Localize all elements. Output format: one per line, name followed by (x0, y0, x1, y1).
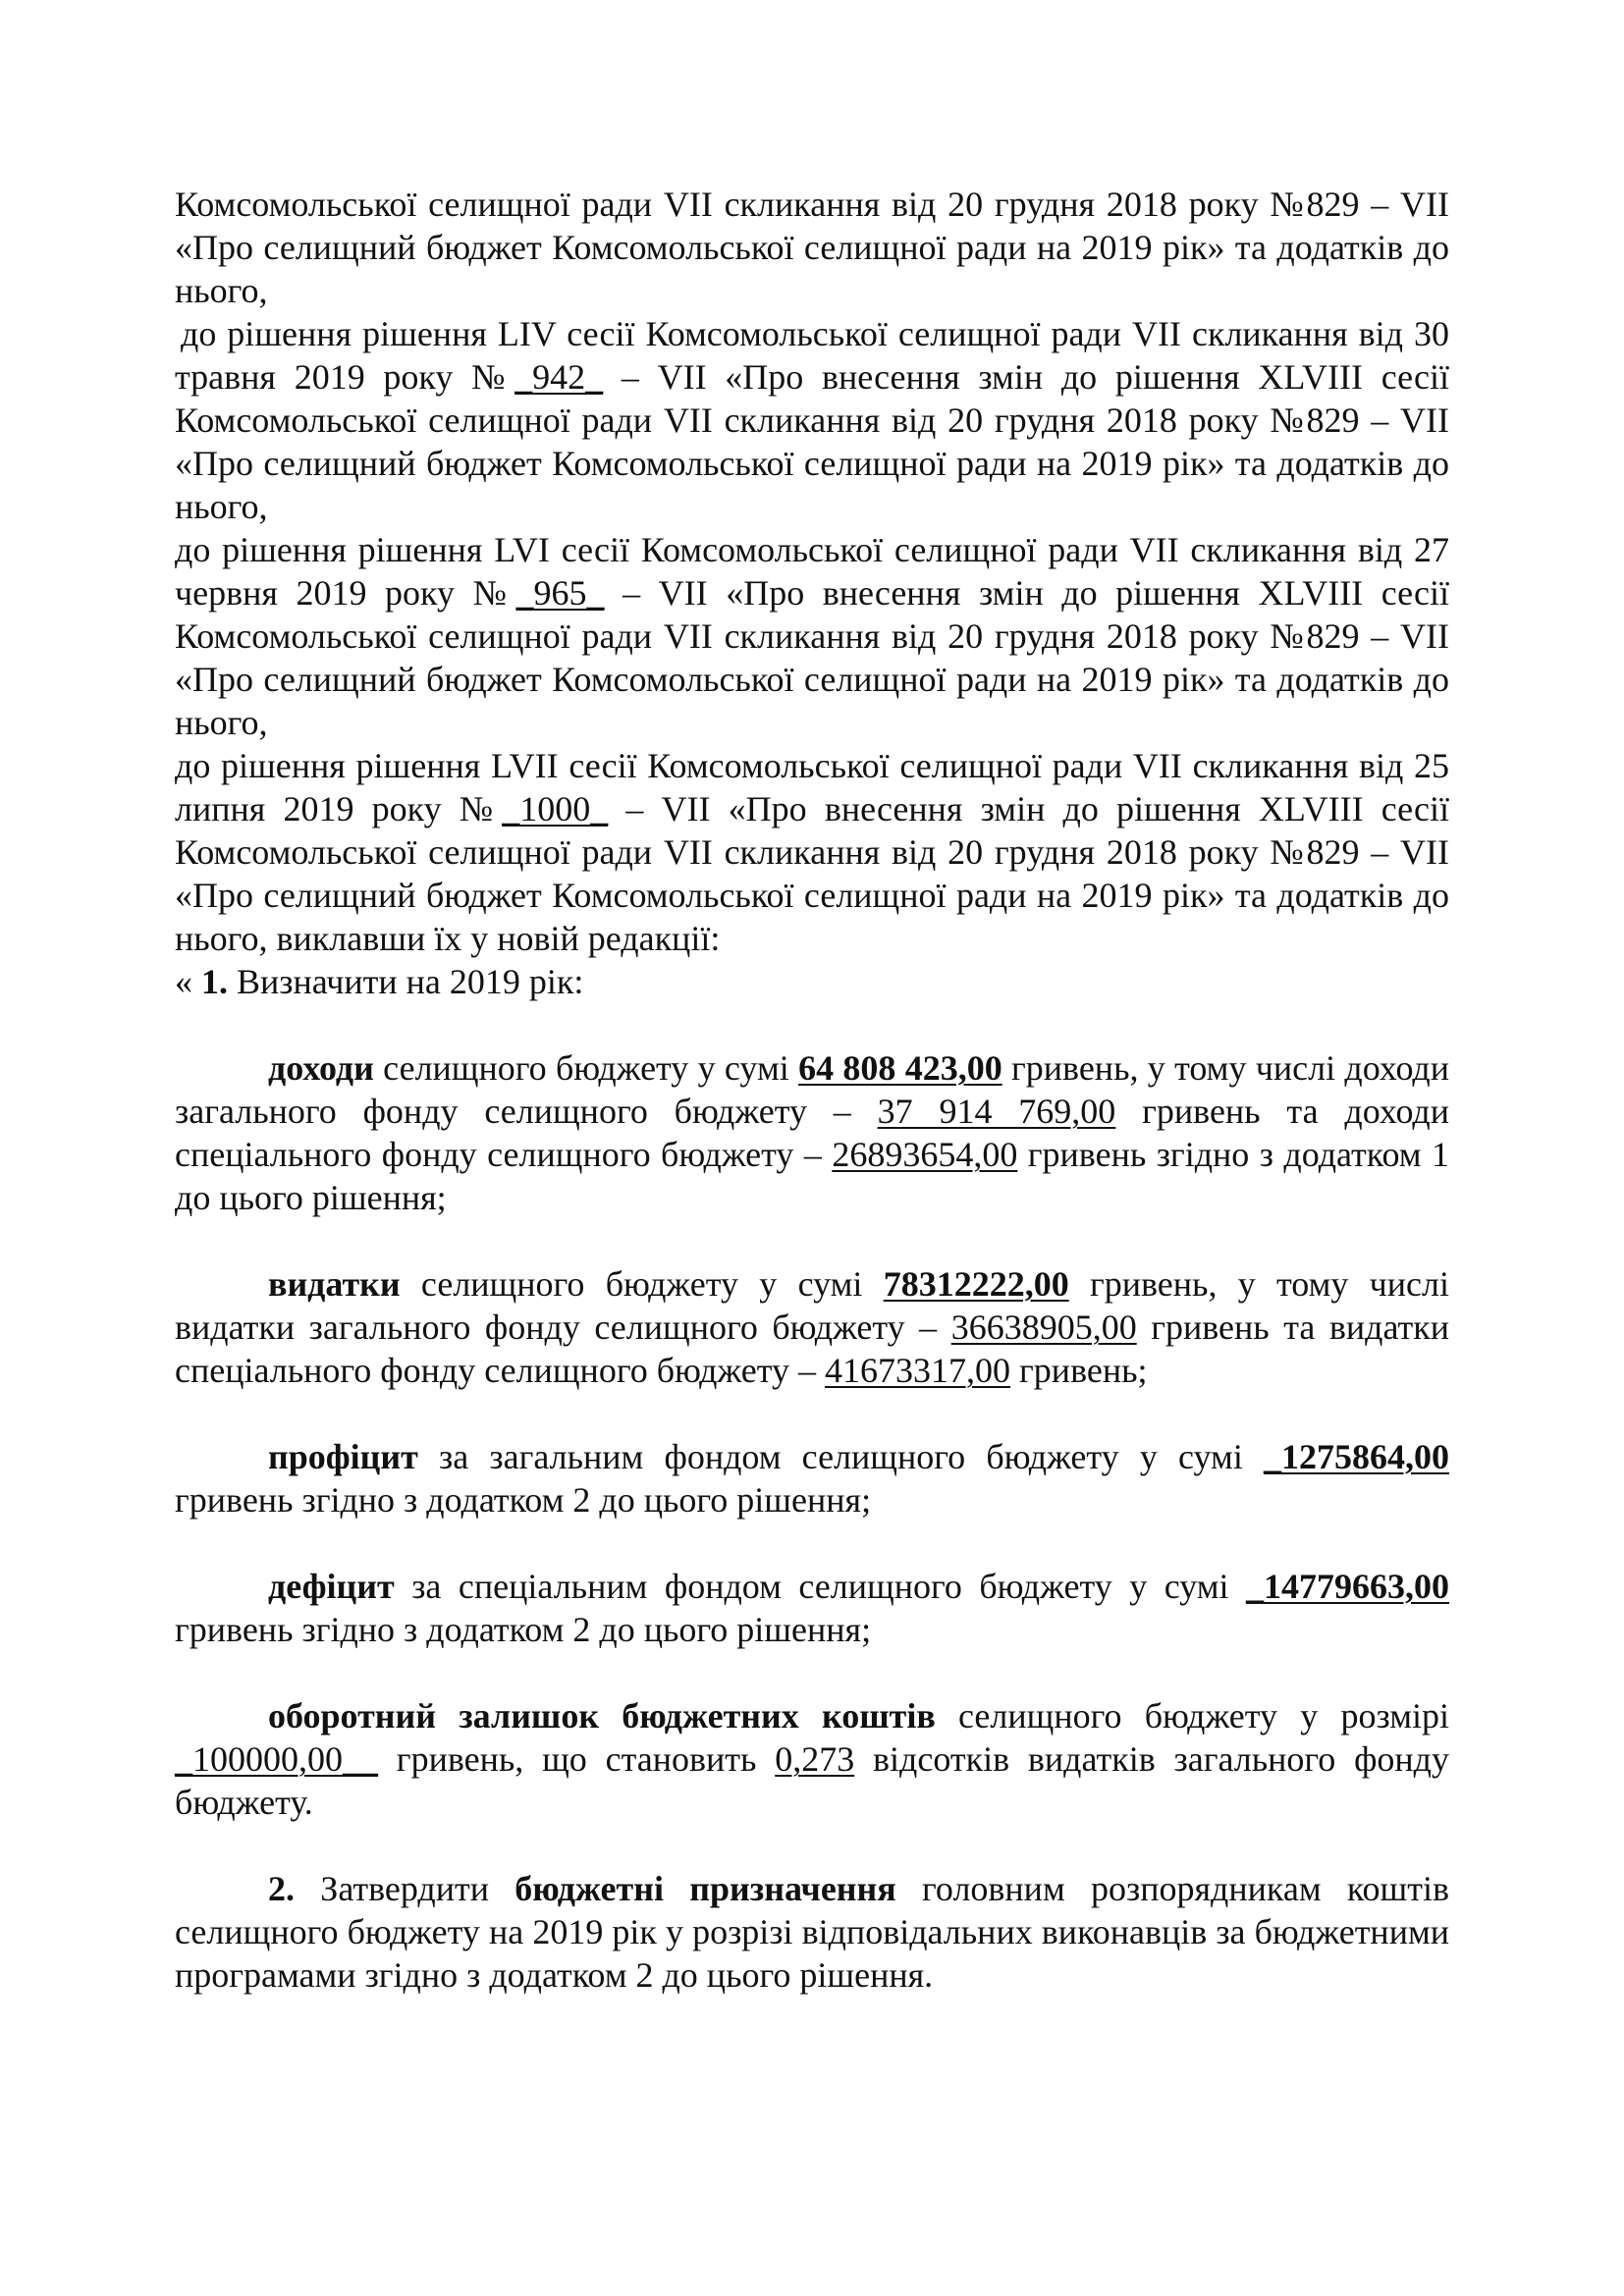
reference-text: до рішення рішення LIV сесії Комсомольської селищної ради VII скликання від 30 травня 2019 року № (175, 314, 1449, 397)
expenses-special-fund: 41673317,00 (825, 1351, 1011, 1390)
quote-mark: « (175, 962, 201, 1001)
surplus-term: профіцит (268, 1437, 418, 1476)
deficit-paragraph (175, 1565, 1449, 1651)
item-text: Визначити на 2019 рік: (228, 962, 584, 1001)
budget-assignments-term: бюджетні призначення (514, 1869, 896, 1908)
expenses-text: гривень та видатки спеціального фонду селищного бюджету – (175, 1308, 1449, 1390)
income-term: доходи (268, 1048, 374, 1088)
document-body (175, 183, 1449, 1997)
item-2-text: головним розпорядникам коштів селищного бюджету на 2019 рік у розрізі відповідальних виконавців за бюджетними програмами згідно з додатком 2 до цього рішення. (175, 1869, 1449, 1995)
expenses-text: селищного бюджету у сумі (400, 1264, 884, 1304)
reference-text: Комсомольської селищної ради VII скликання від 20 грудня 2018 року №829 – VII «Про селищний бюджет Комсомольської селищної ради на 2019 рік» та додатків до нього, (175, 185, 1449, 310)
decision-number: _942_ (514, 357, 604, 397)
deficit-amount: _14779663,00 (1246, 1567, 1449, 1606)
expenses-term: видатки (268, 1264, 401, 1304)
reference-paragraph-1 (175, 183, 1449, 312)
income-paragraph (175, 1046, 1449, 1219)
reserve-amount: _100000,00__ (175, 1739, 378, 1779)
item-1-heading (175, 960, 1449, 1003)
expenses-paragraph (175, 1262, 1449, 1392)
reserve-paragraph (175, 1694, 1449, 1824)
income-special-fund: 26893654,00 (832, 1135, 1018, 1174)
item-number: 1. (201, 962, 228, 1001)
item-2-paragraph (175, 1867, 1449, 1997)
deficit-text: за спеціальним фондом селищного бюджету у сумі (394, 1567, 1246, 1606)
deficit-term: дефіцит (268, 1567, 395, 1606)
expenses-text: гривень, у тому числі видатки загального фонду селищного бюджету – (175, 1264, 1449, 1347)
decision-number: _1000_ (502, 789, 609, 828)
reference-text: – VII «Про внесення змін до рішення XLVIII сесії Комсомольської селищної ради VII скликання від 20 грудня 2018 року №829 – VII «Про селищний бюджет Комсомольської селищної ради на 2019 рік» та додатків до нього, виклавши їх у новій редакції: (175, 789, 1449, 958)
item-2-text: Затвердити (295, 1869, 515, 1908)
decision-number: _965_ (515, 573, 605, 613)
deficit-text: гривень згідно з додатком 2 до цього рішення; (175, 1610, 872, 1649)
expenses-total: 78312222,00 (883, 1264, 1069, 1304)
reference-text: – VII «Про внесення змін до рішення XLVIII сесії Комсомольської селищної ради VII скликання від 20 грудня 2018 року №829 – VII «Про селищний бюджет Комсомольської селищної ради на 2019 рік» та додатків до нього, (175, 573, 1450, 742)
income-text: селищного бюджету у сумі (373, 1048, 799, 1088)
surplus-amount: _1275864,00 (1264, 1437, 1449, 1476)
reference-paragraph-2 (175, 312, 1449, 528)
reference-paragraph-3 (175, 528, 1449, 744)
income-total: 64 808 423,00 (798, 1048, 1002, 1088)
reference-text: до рішення рішення LVII сесії Комсомольської селищної ради VII скликання від 25 липня 2019 року № (175, 746, 1449, 828)
expenses-text: гривень; (1010, 1351, 1148, 1390)
reference-text: до рішення рішення LVI сесії Комсомольської селищної ради VII скликання від 27 червня 2019 року № (175, 530, 1449, 613)
reserve-percent: 0,273 (775, 1739, 855, 1779)
item-number: 2. (268, 1869, 295, 1908)
income-text: гривень, у тому числі доходи загального фонду селищного бюджету – (175, 1048, 1449, 1131)
reserve-term: оборотний залишок бюджетних коштів (268, 1696, 936, 1735)
reserve-text: відсотків видатків загального фонду бюджету. (175, 1739, 1449, 1822)
expenses-general-fund: 36638905,00 (950, 1308, 1137, 1347)
reserve-text: селищного бюджету у розмірі (935, 1696, 1449, 1735)
surplus-paragraph (175, 1435, 1449, 1522)
reference-text: – VII «Про внесення змін до рішення XLVIII сесії Комсомольської селищної ради VII скликання від 20 грудня 2018 року №829 – VII «Про селищний бюджет Комсомольської селищної ради на 2019 рік» та додатків до нього, (175, 357, 1449, 526)
reserve-text: гривень, що становить (378, 1739, 776, 1779)
income-general-fund: 37 914 769,00 (877, 1092, 1116, 1131)
income-text: гривень згідно з додатком 1 до цього рішення; (175, 1135, 1449, 1217)
surplus-text: гривень згідно з додатком 2 до цього рішення; (175, 1480, 872, 1520)
surplus-text: за загальним фондом селищного бюджету у сумі (417, 1437, 1264, 1476)
income-text: гривень та доходи спеціального фонду селищного бюджету – (175, 1092, 1449, 1174)
reference-paragraph-4 (175, 744, 1449, 960)
